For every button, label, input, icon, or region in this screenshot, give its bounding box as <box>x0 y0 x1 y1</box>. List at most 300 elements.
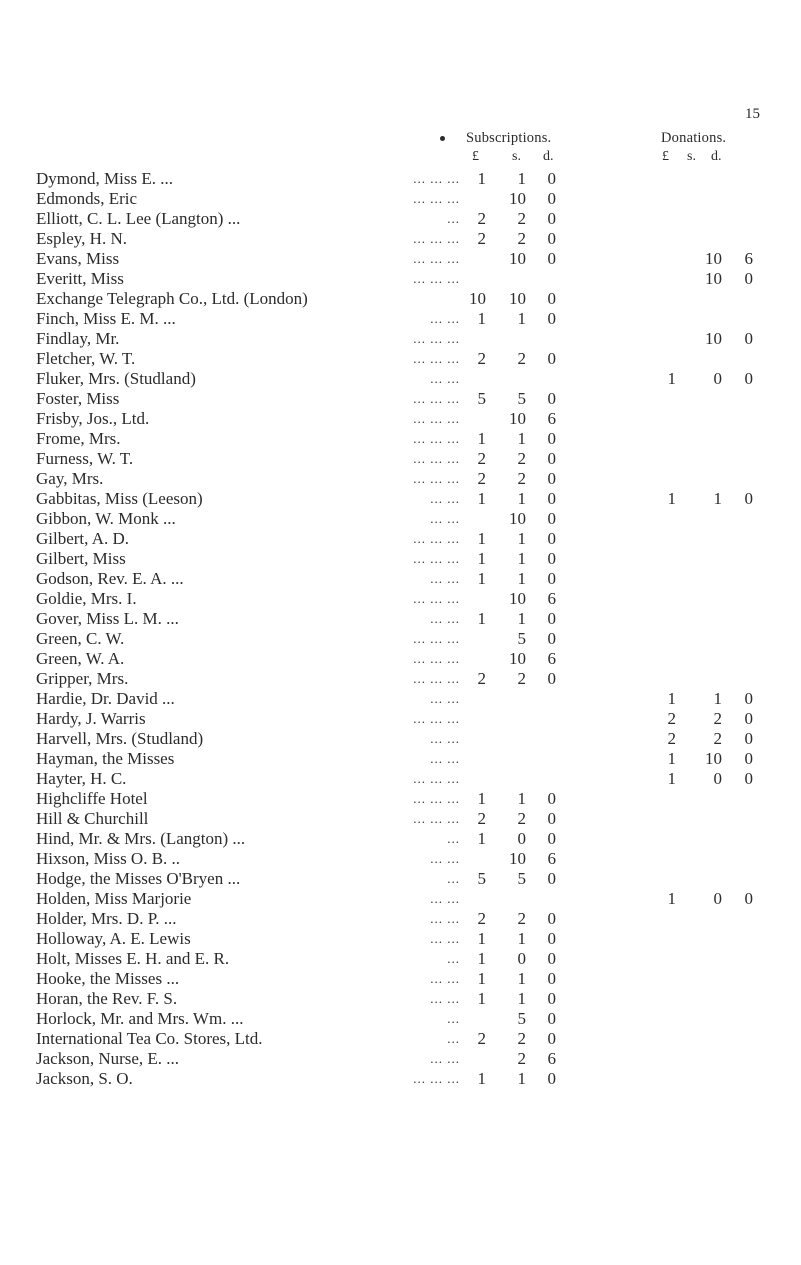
dons-unit-pounds: £ <box>662 149 669 164</box>
subscriber-name: Hardie, Dr. David ... <box>36 689 175 708</box>
subscriber-name: Hill & Churchill <box>36 809 149 828</box>
dons-pounds: 1 <box>667 889 676 908</box>
leader-dots <box>0 729 460 749</box>
subs-shillings: 2 <box>517 1029 526 1048</box>
dons-shillings: 2 <box>713 729 722 748</box>
subs-pence: 0 <box>547 669 556 688</box>
subs-pounds: 1 <box>477 309 486 328</box>
subs-shillings: 5 <box>517 1009 526 1028</box>
subs-shillings: 10 <box>509 509 526 528</box>
subs-shillings: 0 <box>517 949 526 968</box>
subs-pence: 0 <box>547 789 556 808</box>
leader-dots-text: ... ... ... <box>413 811 460 826</box>
subs-unit-pence: d. <box>543 149 554 164</box>
subs-pence: 0 <box>547 569 556 588</box>
subs-pence: 0 <box>547 629 556 648</box>
list-item <box>0 369 801 389</box>
leader-dots <box>0 229 460 249</box>
list-item <box>0 209 801 229</box>
subscriber-name: Finch, Miss E. M. ... <box>36 309 176 328</box>
list-item <box>0 489 801 509</box>
subs-pence: 6 <box>547 849 556 868</box>
dons-pence: 0 <box>744 889 753 908</box>
subs-pence: 0 <box>547 1009 556 1028</box>
leader-dots <box>0 989 460 1009</box>
subs-shillings: 2 <box>517 469 526 488</box>
leader-dots-text: ... ... ... <box>413 191 460 206</box>
leader-dots-text: ... ... ... <box>413 551 460 566</box>
subscriber-name: Horan, the Rev. F. S. <box>36 989 178 1008</box>
subs-pence: 0 <box>547 1069 556 1088</box>
list-item <box>0 409 801 429</box>
list-item <box>0 949 801 969</box>
subs-pence: 0 <box>547 969 556 988</box>
leader-dots <box>0 869 460 889</box>
dons-pounds: 2 <box>667 709 676 728</box>
list-item <box>0 1049 801 1069</box>
subs-pence: 0 <box>547 909 556 928</box>
dons-pounds: 1 <box>667 369 676 388</box>
subscriber-name: Holden, Miss Marjorie <box>36 889 192 908</box>
list-item <box>0 789 801 809</box>
leader-dots-text: ... <box>447 211 460 226</box>
subs-pence: 0 <box>547 469 556 488</box>
subscriber-name: Hayter, H. C. <box>36 769 127 788</box>
list-item <box>0 609 801 629</box>
subscriber-name: Horlock, Mr. and Mrs. Wm. ... <box>36 1009 244 1028</box>
subscriber-name: Gover, Miss L. M. ... <box>36 609 179 628</box>
leader-dots <box>0 609 460 629</box>
subs-shillings: 1 <box>517 569 526 588</box>
leader-dots <box>0 689 460 709</box>
leader-dots <box>0 209 460 229</box>
leader-dots-text: ... ... <box>430 691 460 706</box>
leader-dots-text: ... ... ... <box>413 391 460 406</box>
subscriber-name: Holt, Misses E. H. and E. R. <box>36 949 230 968</box>
subs-pounds: 5 <box>477 389 486 408</box>
subs-pounds: 1 <box>477 829 486 848</box>
dons-shillings: 10 <box>705 269 722 288</box>
subs-pence: 6 <box>547 1049 556 1068</box>
list-item <box>0 629 801 649</box>
leader-dots-text: ... ... <box>430 931 460 946</box>
dons-unit-pence: d. <box>711 149 722 164</box>
leader-dots-text: ... ... ... <box>413 231 460 246</box>
leader-dots-text: ... ... ... <box>413 251 460 266</box>
subs-pounds: 1 <box>477 1069 486 1088</box>
list-item <box>0 429 801 449</box>
subscriber-name: Fluker, Mrs. (Studland) <box>36 369 196 388</box>
leader-dots <box>0 409 460 429</box>
subs-pence: 0 <box>547 869 556 888</box>
leader-dots <box>0 549 460 569</box>
subs-shillings: 0 <box>517 829 526 848</box>
leader-dots <box>0 529 460 549</box>
leader-dots <box>0 969 460 989</box>
leader-dots <box>0 289 460 309</box>
leader-dots <box>0 829 460 849</box>
list-item <box>0 689 801 709</box>
list-item <box>0 309 801 329</box>
leader-dots <box>0 189 460 209</box>
subscriber-name: Fletcher, W. T. <box>36 349 136 368</box>
list-item <box>0 329 801 349</box>
list-item <box>0 989 801 1009</box>
leader-dots-text: ... <box>447 831 460 846</box>
subscriber-name: Holder, Mrs. D. P. ... <box>36 909 177 928</box>
subs-pence: 6 <box>547 409 556 428</box>
leader-dots-text: ... ... <box>430 731 460 746</box>
list-item <box>0 1069 801 1089</box>
leader-dots-text: ... ... ... <box>413 531 460 546</box>
dons-pence: 0 <box>744 369 753 388</box>
subscriber-name: Foster, Miss <box>36 389 120 408</box>
leader-dots-text: ... ... ... <box>413 791 460 806</box>
subs-pence: 0 <box>547 429 556 448</box>
subs-shillings: 10 <box>509 249 526 268</box>
leader-dots-text: ... ... ... <box>413 711 460 726</box>
dons-shillings: 0 <box>713 369 722 388</box>
subscriber-name: Dymond, Miss E. ... <box>36 169 173 188</box>
dons-pence: 0 <box>744 489 753 508</box>
subs-pounds: 1 <box>477 989 486 1008</box>
leader-dots <box>0 789 460 809</box>
subs-shillings: 10 <box>509 409 526 428</box>
leader-dots-text: ... <box>447 951 460 966</box>
subs-pounds: 1 <box>477 609 486 628</box>
list-item <box>0 189 801 209</box>
dons-shillings: 0 <box>713 889 722 908</box>
list-item <box>0 1029 801 1049</box>
subs-shillings: 2 <box>517 1049 526 1068</box>
dons-shillings: 0 <box>713 769 722 788</box>
leader-dots-text: ... <box>447 1031 460 1046</box>
subs-pence: 0 <box>547 529 556 548</box>
dons-pence: 0 <box>744 329 753 348</box>
leader-dots <box>0 929 460 949</box>
subs-shillings: 1 <box>517 989 526 1008</box>
list-item <box>0 649 801 669</box>
list-item <box>0 889 801 909</box>
subs-shillings: 1 <box>517 429 526 448</box>
list-item <box>0 569 801 589</box>
list-item <box>0 469 801 489</box>
subscriptions-header: Subscriptions. <box>466 130 552 146</box>
subs-pence: 0 <box>547 249 556 268</box>
subscriber-name: Furness, W. T. <box>36 449 134 468</box>
subs-shillings: 5 <box>517 389 526 408</box>
leader-dots <box>0 809 460 829</box>
subs-pounds: 2 <box>477 349 486 368</box>
subs-shillings: 2 <box>517 229 526 248</box>
leader-dots-text: ... ... <box>430 991 460 1006</box>
list-item <box>0 769 801 789</box>
leader-dots-text: ... ... ... <box>413 671 460 686</box>
dons-pounds: 1 <box>667 749 676 768</box>
subscriber-name: Elliott, C. L. Lee (Langton) ... <box>36 209 241 228</box>
leader-dots <box>0 569 460 589</box>
subscriber-name: Hardy, J. Warris <box>36 709 146 728</box>
subs-pence: 0 <box>547 829 556 848</box>
subs-pence: 0 <box>547 209 556 228</box>
list-item <box>0 269 801 289</box>
dons-unit-shillings: s. <box>687 149 696 164</box>
leader-dots <box>0 449 460 469</box>
dons-pence: 0 <box>744 769 753 788</box>
list-item <box>0 249 801 269</box>
subs-shillings: 10 <box>509 589 526 608</box>
leader-dots-text: ... ... ... <box>413 171 460 186</box>
leader-dots-text: ... ... ... <box>413 1071 460 1086</box>
subs-pounds: 2 <box>477 809 486 828</box>
subscriber-name: Exchange Telegraph Co., Ltd. (London) <box>36 289 308 308</box>
subs-pounds: 1 <box>477 169 486 188</box>
donations-header: Donations. <box>661 130 727 146</box>
subscriber-name: Hodge, the Misses O'Bryen ... <box>36 869 241 888</box>
leader-dots-text: ... ... ... <box>413 471 460 486</box>
leader-dots-text: ... ... ... <box>413 331 460 346</box>
subscription-list <box>0 169 801 1089</box>
list-item <box>0 449 801 469</box>
list-item <box>0 869 801 889</box>
subs-shillings: 1 <box>517 609 526 628</box>
dons-shillings: 10 <box>705 329 722 348</box>
dons-pence: 0 <box>744 729 753 748</box>
subs-pence: 0 <box>547 309 556 328</box>
subs-shillings: 2 <box>517 209 526 228</box>
list-item <box>0 289 801 309</box>
leader-dots-text: ... ... <box>430 311 460 326</box>
subs-pence: 0 <box>547 349 556 368</box>
subs-shillings: 2 <box>517 809 526 828</box>
subs-shillings: 10 <box>509 649 526 668</box>
subs-pounds: 1 <box>477 569 486 588</box>
list-item <box>0 229 801 249</box>
list-item <box>0 349 801 369</box>
subscriber-name: Hayman, the Misses <box>36 749 175 768</box>
subs-pounds: 2 <box>477 449 486 468</box>
leader-dots <box>0 269 460 289</box>
leader-dots <box>0 489 460 509</box>
subs-shillings: 1 <box>517 549 526 568</box>
subscriber-name: International Tea Co. Stores, Ltd. <box>36 1029 263 1048</box>
dons-pence: 0 <box>744 269 753 288</box>
leader-dots-text: ... ... ... <box>413 411 460 426</box>
leader-dots-text: ... ... ... <box>413 591 460 606</box>
list-item <box>0 809 801 829</box>
subs-pence: 0 <box>547 189 556 208</box>
leader-dots-text: ... ... ... <box>413 351 460 366</box>
dons-shillings: 10 <box>705 249 722 268</box>
subs-pence: 0 <box>547 229 556 248</box>
list-item <box>0 849 801 869</box>
list-item <box>0 909 801 929</box>
subs-pence: 0 <box>547 509 556 528</box>
leader-dots <box>0 949 460 969</box>
subs-shillings: 2 <box>517 449 526 468</box>
dons-shillings: 1 <box>713 689 722 708</box>
subs-pounds: 1 <box>477 969 486 988</box>
subs-pounds: 2 <box>477 909 486 928</box>
subs-pence: 0 <box>547 989 556 1008</box>
leader-dots-text: ... ... <box>430 751 460 766</box>
dons-pence: 0 <box>744 749 753 768</box>
leader-dots <box>0 369 460 389</box>
subs-pence: 0 <box>547 389 556 408</box>
leader-dots <box>0 469 460 489</box>
subs-pounds: 2 <box>477 229 486 248</box>
subscriber-name: Frisby, Jos., Ltd. <box>36 409 150 428</box>
leader-dots <box>0 309 460 329</box>
subs-pounds: 1 <box>477 929 486 948</box>
subs-unit-pounds: £ <box>472 149 479 164</box>
list-item <box>0 389 801 409</box>
subscriber-name: Green, C. W. <box>36 629 125 648</box>
subscriber-name: Espley, H. N. <box>36 229 127 248</box>
subs-shillings: 5 <box>517 629 526 648</box>
subs-pounds: 1 <box>477 489 486 508</box>
subscriber-name: Edmonds, Eric <box>36 189 138 208</box>
leader-dots-text: ... ... <box>430 971 460 986</box>
subs-shillings: 1 <box>517 929 526 948</box>
subscriber-name: Evans, Miss <box>36 249 120 268</box>
subscriber-name: Frome, Mrs. <box>36 429 121 448</box>
list-item <box>0 929 801 949</box>
subs-pounds: 2 <box>477 1029 486 1048</box>
leader-dots <box>0 429 460 449</box>
list-item <box>0 509 801 529</box>
leader-dots-text: ... ... <box>430 491 460 506</box>
subs-shillings: 2 <box>517 669 526 688</box>
subs-pounds: 1 <box>477 429 486 448</box>
subs-pounds: 1 <box>477 549 486 568</box>
subscriber-name: Holloway, A. E. Lewis <box>36 929 191 948</box>
leader-dots <box>0 1029 460 1049</box>
leader-dots <box>0 249 460 269</box>
subscriber-name: Green, W. A. <box>36 649 125 668</box>
subscriber-name: Gripper, Mrs. <box>36 669 129 688</box>
subs-shillings: 2 <box>517 909 526 928</box>
subs-shillings: 1 <box>517 489 526 508</box>
leader-dots-text: ... ... ... <box>413 771 460 786</box>
subs-pence: 0 <box>547 949 556 968</box>
subs-pence: 6 <box>547 649 556 668</box>
subs-pence: 0 <box>547 549 556 568</box>
list-item <box>0 529 801 549</box>
dons-shillings: 2 <box>713 709 722 728</box>
subscriber-name: Gilbert, Miss <box>36 549 126 568</box>
subs-pence: 0 <box>547 1029 556 1048</box>
subs-pounds: 1 <box>477 949 486 968</box>
subs-pence: 0 <box>547 489 556 508</box>
subscriber-name: Everitt, Miss <box>36 269 124 288</box>
subscriber-name: Harvell, Mrs. (Studland) <box>36 729 204 748</box>
subscriber-name: Findlay, Mr. <box>36 329 120 348</box>
list-item <box>0 589 801 609</box>
leader-dots-text: ... ... ... <box>413 651 460 666</box>
leader-dots-text: ... <box>447 1011 460 1026</box>
list-item <box>0 829 801 849</box>
dons-pounds: 1 <box>667 689 676 708</box>
leader-dots <box>0 349 460 369</box>
leader-dots-text: ... ... <box>430 611 460 626</box>
leader-dots <box>0 329 460 349</box>
leader-dots-text: ... ... ... <box>413 431 460 446</box>
list-item <box>0 749 801 769</box>
subs-pounds: 1 <box>477 789 486 808</box>
subs-pounds: 2 <box>477 669 486 688</box>
leader-dots <box>0 1009 460 1029</box>
subscriber-name: Hooke, the Misses ... <box>36 969 180 988</box>
leader-dots-text: ... ... <box>430 571 460 586</box>
list-item <box>0 969 801 989</box>
page-number: 15 <box>745 106 760 122</box>
subs-pounds: 5 <box>477 869 486 888</box>
subscriber-name: Gay, Mrs. <box>36 469 104 488</box>
dons-pence: 6 <box>744 249 753 268</box>
subs-pounds: 1 <box>477 529 486 548</box>
subs-pence: 0 <box>547 929 556 948</box>
leader-dots <box>0 589 460 609</box>
subscriber-name: Goldie, Mrs. I. <box>36 589 137 608</box>
subs-unit-shillings: s. <box>512 149 521 164</box>
subscriber-name: Hind, Mr. & Mrs. (Langton) ... <box>36 829 246 848</box>
leader-dots <box>0 169 460 189</box>
subs-shillings: 10 <box>509 289 526 308</box>
subs-shillings: 5 <box>517 869 526 888</box>
subs-shillings: 10 <box>509 189 526 208</box>
list-item <box>0 549 801 569</box>
list-item <box>0 1009 801 1029</box>
leader-dots <box>0 909 460 929</box>
dons-pounds: 1 <box>667 489 676 508</box>
dons-pence: 0 <box>744 709 753 728</box>
leader-dots <box>0 1069 460 1089</box>
subs-shillings: 1 <box>517 969 526 988</box>
subs-shillings: 1 <box>517 789 526 808</box>
leader-dots <box>0 649 460 669</box>
dons-shillings: 1 <box>713 489 722 508</box>
subs-pence: 0 <box>547 609 556 628</box>
dons-shillings: 10 <box>705 749 722 768</box>
leader-dots <box>0 889 460 909</box>
subs-pence: 0 <box>547 809 556 828</box>
subscriber-name: Jackson, Nurse, E. ... <box>36 1049 180 1068</box>
dons-pence: 0 <box>744 689 753 708</box>
subscriber-name: Hixson, Miss O. B. .. <box>36 849 181 868</box>
subscriber-name: Jackson, S. O. <box>36 1069 133 1088</box>
leader-dots <box>0 1049 460 1069</box>
list-item <box>0 669 801 689</box>
leader-dots <box>0 509 460 529</box>
leader-dots <box>0 709 460 729</box>
subscriber-name: Gabbitas, Miss (Leeson) <box>36 489 203 508</box>
leader-dots <box>0 769 460 789</box>
list-item <box>0 169 801 189</box>
leader-dots-text: ... <box>447 871 460 886</box>
leader-dots-text: ... ... <box>430 851 460 866</box>
header-bullet <box>440 136 445 141</box>
subs-pounds: 10 <box>469 289 486 308</box>
list-item <box>0 709 801 729</box>
subs-pounds: 2 <box>477 209 486 228</box>
leader-dots-text: ... ... <box>430 891 460 906</box>
subs-shillings: 1 <box>517 169 526 188</box>
subs-shillings: 10 <box>509 849 526 868</box>
leader-dots-text: ... ... <box>430 511 460 526</box>
leader-dots <box>0 669 460 689</box>
leader-dots <box>0 849 460 869</box>
